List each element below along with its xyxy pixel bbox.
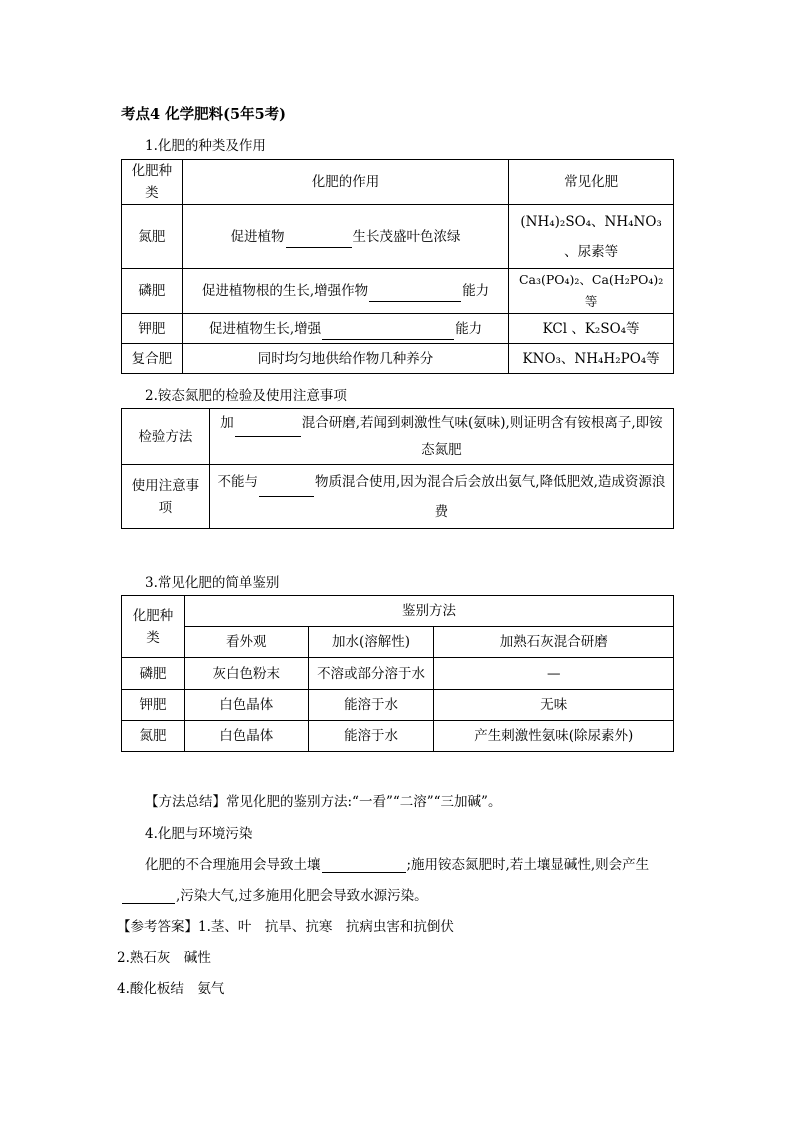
effect-text: 促进植物 <box>230 228 285 245</box>
cell-label: 使用注意事项 <box>122 465 210 529</box>
cell-examples: (NH₄)₂SO₄、NH₄NO₃ 、尿素等 <box>509 205 674 269</box>
cell-text <box>209 465 673 529</box>
effect-text: 促进植物生长,增强 <box>208 320 322 337</box>
table-row <box>122 314 674 344</box>
text-part: ,污染大气,过多施用化肥会导致水源污染。 <box>176 888 428 904</box>
answer-blank <box>369 287 461 302</box>
table-row <box>122 721 674 752</box>
answer-blank <box>122 889 175 904</box>
header-cell: 化肥的作用 <box>182 160 508 205</box>
effect-text: 能力 <box>455 320 483 337</box>
cell-effect: 同时均匀地供给作物几种养分 <box>182 344 508 374</box>
answer-blank <box>322 325 454 340</box>
table-cell: 钾肥 <box>122 690 185 721</box>
effect-text: 促进植物根的生长,增强作物 <box>201 283 369 299</box>
cell-type: 氮肥 <box>122 205 183 269</box>
heading-fertilizer-identification: 3.常见化肥的简单鉴别 <box>145 575 280 591</box>
cell-text <box>209 409 673 465</box>
fertilizer-identification-table <box>121 595 674 752</box>
cell-examples: KNO₃、NH₄H₂PO₄等 <box>509 344 674 374</box>
method-summary: 【方法总结】常见化肥的鉴别方法:“一看”“二溶”“三加碱”。 <box>145 794 502 810</box>
answer-line-2: 2.熟石灰 碱性 <box>117 950 211 966</box>
table-row <box>122 409 674 465</box>
answer-blank <box>259 482 314 497</box>
answer-line-3: 4.酸化板结 氨气 <box>117 981 225 997</box>
table-subheader-row <box>122 627 674 658</box>
table-row <box>122 465 674 529</box>
cell-type: 钾肥 <box>122 314 183 344</box>
section-title: 考点4 化学肥料(5年5考) <box>121 106 287 123</box>
answer-blank <box>235 422 301 437</box>
header-cell: 看外观 <box>184 627 308 658</box>
header-cell: 鉴别方法 <box>184 596 673 627</box>
effect-text: 能力 <box>462 283 490 299</box>
heading-ammonium-test: 2.铵态氮肥的检验及使用注意事项 <box>145 388 347 404</box>
table-cell: — <box>434 658 674 690</box>
text-part: 加 <box>220 414 234 431</box>
answer-line-1: 【参考答案】1.茎、叶 抗旱、抗寒 抗病虫害和抗倒伏 <box>117 919 454 935</box>
table-row <box>122 344 674 374</box>
table-cell: 能溶于水 <box>308 690 434 721</box>
table-header-row <box>122 160 674 205</box>
table-cell: 产生刺激性氨味(除尿素外) <box>434 721 674 752</box>
answer-blank <box>322 858 406 873</box>
table-cell: 白色晶体 <box>184 721 308 752</box>
text-part: 物质混合使用,因为混合后会放出氨气,降低肥效,造成资源浪费 <box>314 473 666 520</box>
header-cell: 常见化肥 <box>509 160 674 205</box>
text-part: 混合研磨,若闻到刺激性气味(氨味),则证明含有铵根离子,即铵态氮肥 <box>301 414 663 458</box>
cell-type: 磷肥 <box>122 269 183 314</box>
heading-fertilizer-types: 1.化肥的种类及作用 <box>145 138 266 154</box>
header-cell: 化肥种类 <box>122 596 185 658</box>
table-row <box>122 690 674 721</box>
cell-type: 复合肥 <box>122 344 183 374</box>
effect-text: 生长茂盛叶色浓绿 <box>352 228 461 245</box>
cell-effect <box>182 205 508 269</box>
table-cell: 不溶或部分溶于水 <box>308 658 434 690</box>
table-row <box>122 658 674 690</box>
cell-examples: KCl 、K₂SO₄等 <box>509 314 674 344</box>
fertilizer-types-table <box>121 159 674 374</box>
text-part: ;施用铵态氮肥时,若土壤显碱性,则会产生 <box>406 857 650 873</box>
environment-paragraph-line2 <box>121 884 428 904</box>
table-cell: 白色晶体 <box>184 690 308 721</box>
cell-effect <box>182 314 508 344</box>
text-part: 不能与 <box>217 473 258 490</box>
header-cell: 加水(溶解性) <box>308 627 434 658</box>
table-cell: 氮肥 <box>122 721 185 752</box>
table-row <box>122 205 674 269</box>
table-header-row <box>122 596 674 627</box>
ammonium-test-table <box>121 408 674 529</box>
table-cell: 灰白色粉末 <box>184 658 308 690</box>
environment-paragraph-line1 <box>145 853 649 873</box>
cell-examples: Ca₃(PO₄)₂、Ca(H₂PO₄)₂等 <box>509 269 674 314</box>
table-cell: 能溶于水 <box>308 721 434 752</box>
table-cell: 无味 <box>434 690 674 721</box>
table-cell: 磷肥 <box>122 658 185 690</box>
heading-environment: 4.化肥与环境污染 <box>145 826 253 842</box>
table-row <box>122 269 674 314</box>
cell-effect <box>182 269 508 314</box>
header-cell: 加熟石灰混合研磨 <box>434 627 674 658</box>
answer-blank <box>286 233 352 248</box>
cell-label: 检验方法 <box>122 409 210 465</box>
header-cell: 化肥种类 <box>122 160 183 205</box>
text-part: 化肥的不合理施用会导致土壤 <box>145 857 321 873</box>
